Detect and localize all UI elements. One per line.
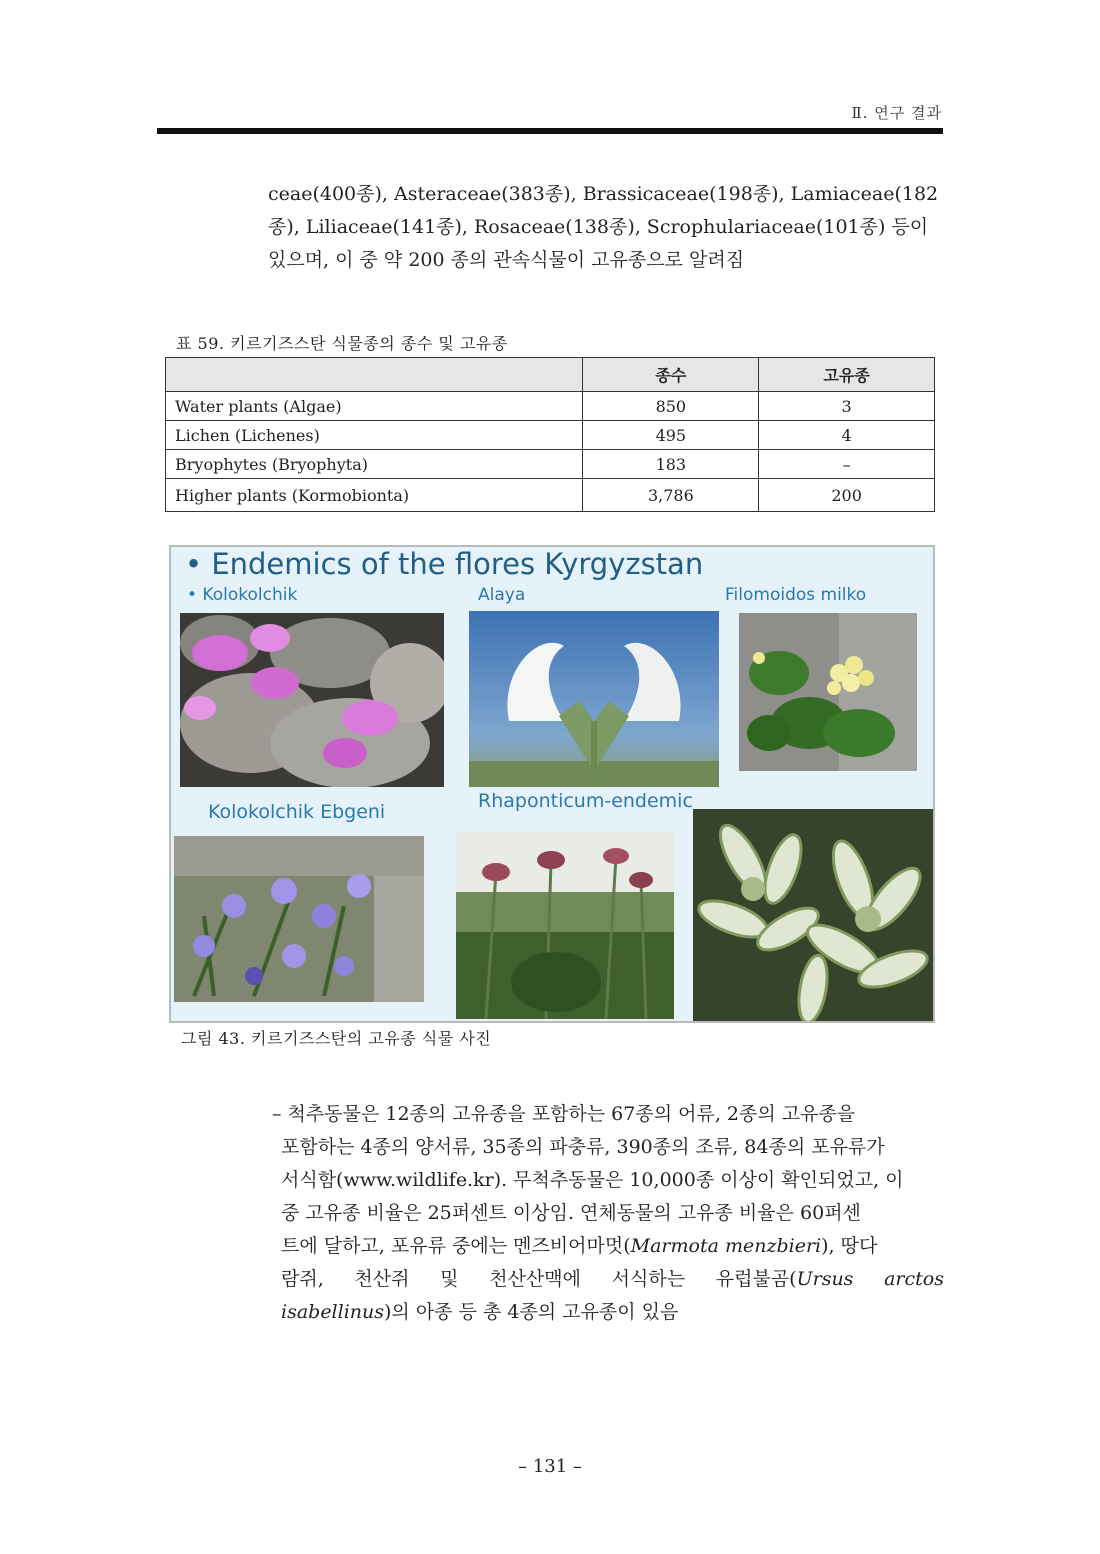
label-kolokolchik-ebgeni: Kolokolchik Ebgeni: [208, 801, 386, 823]
table-row: [166, 392, 935, 421]
photo-rhaponticum: [456, 832, 674, 1019]
scientific-name: Marmota menzbieri: [630, 1235, 822, 1257]
row-name: Bryophytes (Bryophyta): [166, 450, 583, 479]
paragraph-line: 종), Liliaceae(141종), Rosaceae(138종), Scrophulariaceae(101종) 등이: [268, 216, 929, 238]
label-rhaponticum: Rhaponticum-endemic: [478, 790, 693, 812]
photo-kolokolchik: [180, 613, 444, 787]
text-segment: ), 땅다: [821, 1235, 878, 1257]
running-header: Ⅱ. 연구 결과: [851, 104, 942, 122]
figure-title: • Endemics of the flores Kyrgyzstan: [185, 547, 704, 581]
photo-alaya: [469, 611, 719, 787]
row-species-count: 3,786: [583, 479, 759, 512]
row-name: Higher plants (Kormobionta): [166, 479, 583, 512]
figure-caption: 그림 43. 키르기즈스탄의 고유종 식물 사진: [181, 1029, 492, 1048]
row-species-count: 183: [583, 450, 759, 479]
row-name: Water plants (Algae): [166, 392, 583, 421]
paragraph-fauna: [272, 1098, 944, 1329]
page-number: – 131 –: [518, 1456, 582, 1477]
header-cell-blank: [166, 358, 583, 392]
text-segment: 트에 달하고, 포유류 중에는 멘즈비어마멋(: [281, 1235, 631, 1257]
text-segment: )의 아종 등 총 4종의 고유종이 있음: [384, 1301, 679, 1323]
header-rule: [157, 128, 943, 134]
species-table: [165, 357, 935, 512]
photo-filomoidos: [739, 613, 917, 771]
label-filomoidos: Filomoidos milko: [725, 585, 867, 605]
photo-white-leaves: [693, 809, 933, 1021]
paragraph-line: 있으며, 이 중 약 200 종의 관속식물이 고유종으로 알려짐: [268, 249, 745, 271]
scientific-name: isabellinus: [281, 1301, 385, 1323]
endemic-plants-figure: [169, 545, 935, 1023]
paragraph-line: 포함하는 4종의 양서류, 35종의 파충류, 390종의 조류, 84종의 포유류가: [281, 1136, 885, 1158]
row-name: Lichen (Lichenes): [166, 421, 583, 450]
paragraph-line: 중 고유종 비율은 25퍼센트 이상임. 연체동물의 고유종 비율은 60퍼센: [281, 1202, 861, 1224]
header-cell-species-count: 종수: [583, 358, 759, 392]
table-caption: 표 59. 키르기즈스탄 식물종의 종수 및 고유종: [176, 334, 508, 353]
row-species-count: 495: [583, 421, 759, 450]
photo-kolokolchik-ebgeni: [174, 836, 424, 1002]
paragraph-line: [272, 1296, 944, 1329]
table-row: [166, 479, 935, 512]
scientific-name: Ursus arctos: [796, 1268, 944, 1290]
paragraph-line: ceae(400종), Asteraceae(383종), Brassicaceae(198종), Lamiaceae(182: [268, 183, 939, 205]
row-endemic-count: 4: [759, 421, 935, 450]
paragraph-line: – 척추동물은 12종의 고유종을 포함하는 67종의 어류, 2종의 고유종을: [272, 1103, 856, 1125]
label-alaya: Alaya: [478, 585, 526, 605]
paragraph-line: 서식함(www.wildlife.kr). 무척추동물은 10,000종 이상이 확인되었고, 이: [281, 1169, 904, 1191]
table-header-row: [166, 358, 935, 392]
table-row: [166, 421, 935, 450]
label-kolokolchik: • Kolokolchik: [187, 585, 298, 605]
table-row: [166, 450, 935, 479]
row-endemic-count: 200: [759, 479, 935, 512]
row-endemic-count: –: [759, 450, 935, 479]
paragraph-line: [272, 1263, 944, 1296]
row-species-count: 850: [583, 392, 759, 421]
header-cell-endemic: 고유종: [759, 358, 935, 392]
row-endemic-count: 3: [759, 392, 935, 421]
text-segment: 람쥐, 천산쥐 및 천산산맥에 서식하는 유럽불곰(: [281, 1268, 797, 1290]
paragraph-line: [272, 1230, 944, 1263]
paragraph-plant-families: [268, 178, 944, 277]
